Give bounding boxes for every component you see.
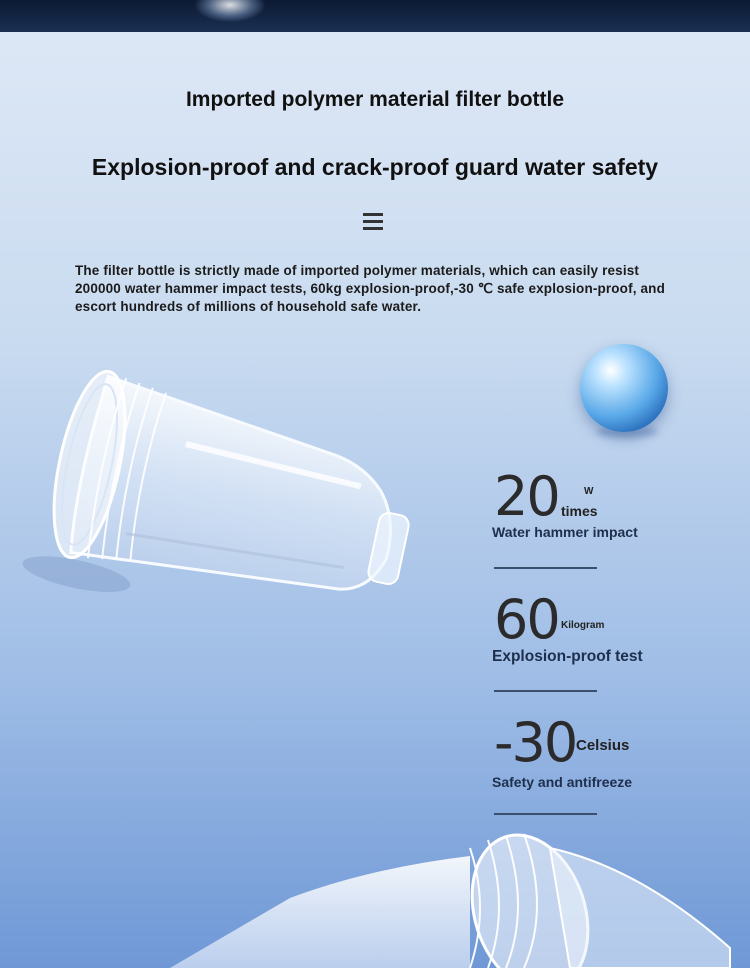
stat-unit-bottom: times <box>561 503 598 519</box>
filter-bottle-image <box>20 365 440 685</box>
filter-bottle-bottom-image <box>170 828 750 968</box>
stat-explosion-proof <box>492 589 712 666</box>
water-drop-sphere-icon <box>580 344 668 432</box>
stat-water-hammer <box>492 466 712 540</box>
stat-unit: Kilogram <box>561 620 605 631</box>
divider <box>494 813 597 815</box>
stat-value: -30 <box>494 711 577 774</box>
stat-unit: Celsius <box>576 737 630 754</box>
top-banner-strip <box>0 0 750 32</box>
section-subtitle: Explosion-proof and crack-proof guard water safety <box>91 154 659 180</box>
section-title: Imported polymer material filter bottle <box>185 88 565 111</box>
stat-label: Explosion-proof test <box>492 648 643 665</box>
stat-label: Safety and antifreeze <box>492 774 633 790</box>
water-splash-sparkle <box>195 0 265 22</box>
stat-unit-top: W <box>584 486 594 497</box>
stat-value: 60 <box>494 588 559 651</box>
description-text: The filter bottle is strictly made of imported polymer materials, which can easily resist 200000 water hammer impact tests, 60kg explosion-proof,-30 ℃ safe explosion-proof, and escort hundreds of millions of household safe water. <box>75 263 665 314</box>
stat-value: 20 <box>494 465 559 528</box>
divider <box>494 567 597 569</box>
divider <box>494 690 597 692</box>
stat-label: Water hammer impact <box>492 524 638 540</box>
menu-lines-icon <box>363 213 383 231</box>
stat-antifreeze <box>492 712 712 790</box>
